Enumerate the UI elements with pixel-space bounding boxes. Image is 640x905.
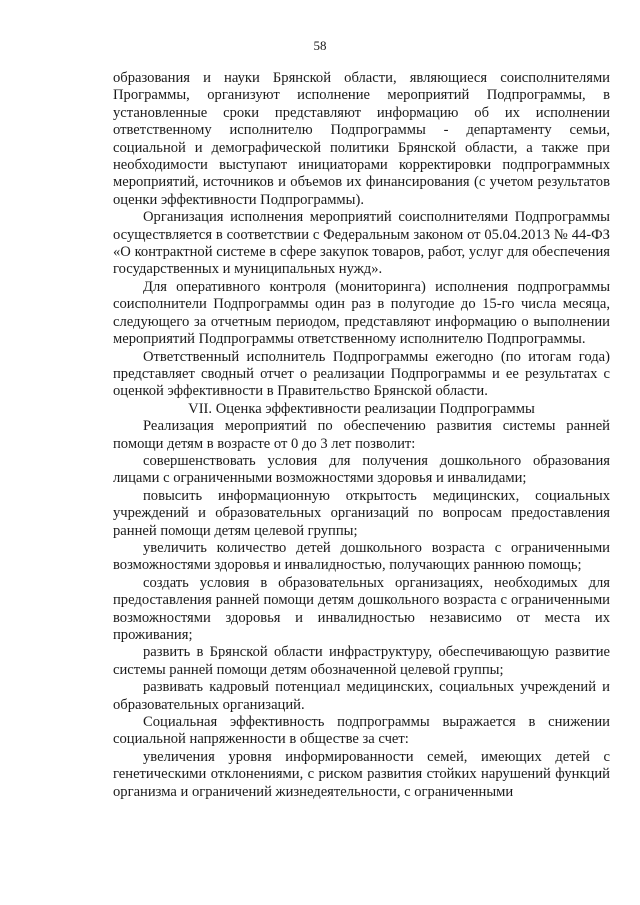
document-body [113, 70, 610, 801]
paragraph: повысить информационную открытость медицинских, социальных учреждений и образовательных организаций по вопросам предоставления ранней помощи детям целевой группы; [113, 487, 610, 539]
paragraph: увеличить количество детей дошкольного возраста с ограниченными возможностями здоровья и инвалидностью, получающих раннюю помощь; [113, 539, 610, 574]
paragraph: создать условия в образовательных организациях, необходимых для предоставления ранней помощи детям дошкольного возраста с ограниченными возможностями здоровья и инвалидностью независимо от места их проживания; [113, 574, 610, 643]
section-heading: VII. Оценка эффективности реализации Подпрограммы [188, 400, 535, 417]
page-number: 58 [313, 38, 327, 53]
paragraph: развить в Брянской области инфраструктуру, обеспечивающую развитие системы ранней помощи детям обозначенной целевой группы; [113, 644, 610, 678]
paragraph: совершенствовать условия для получения дошкольного образования лицами с ограниченными возможностями здоровья и инвалидами; [113, 452, 610, 487]
paragraph: образования и науки Брянской области, являющиеся соисполнителями Программы, организуют исполнение мероприятий Подпрограммы, в установленные сроки представляют информацию об их исполнении ответственному исполнителю Подпрограммы - департаменту семьи, социальной и демографической политики Брянской области, а также при необходимости выступают инициаторами корректировки подпрограммных мероприятий, источников и объемов их финансирования (с учетом результатов оценки эффективности Подпрограммы). [113, 70, 610, 208]
paragraph: развивать кадровый потенциал медицинских, социальных учреждений и образовательных организаций. [113, 679, 610, 713]
paragraph: Организация исполнения мероприятий соисполнителями Подпрограммы осуществляется в соответствии с Федеральным законом от 05.04.2013 № 44-ФЗ «О контрактной системе в сфере закупок товаров, работ, услуг для обеспечения государственных и муниципальных нужд». [113, 209, 610, 278]
paragraph: Ответственный исполнитель Подпрограммы ежегодно (по итогам года) представляет сводный отчет о реализации Подпрограммы и ее результатах с оценкой эффективности в Правительство Брянской области. [113, 348, 610, 400]
paragraph: Реализация мероприятий по обеспечению развития системы ранней помощи детям в возрасте от 0 до 3 лет позволит: [113, 418, 610, 452]
bottom-section [113, 418, 610, 801]
top-section [113, 70, 610, 401]
paragraph: увеличения уровня информированности семей, имеющих детей с генетическими отклонениями, с риском развития стойких нарушений функций организма и ограничений жизнедеятельности, с ограниченными [113, 748, 610, 800]
paragraph: Для оперативного контроля (мониторинга) исполнения подпрограммы соисполнители Подпрограммы один раз в полугодие до 15-го числа месяца, следующего за отчетным периодом, представляют информацию о выполнении мероприятий Подпрограммы ответственному исполнителю Подпрограммы. [113, 278, 610, 348]
paragraph: Социальная эффективность подпрограммы выражается в снижении социальной напряженности в обществе за счет: [113, 714, 610, 748]
